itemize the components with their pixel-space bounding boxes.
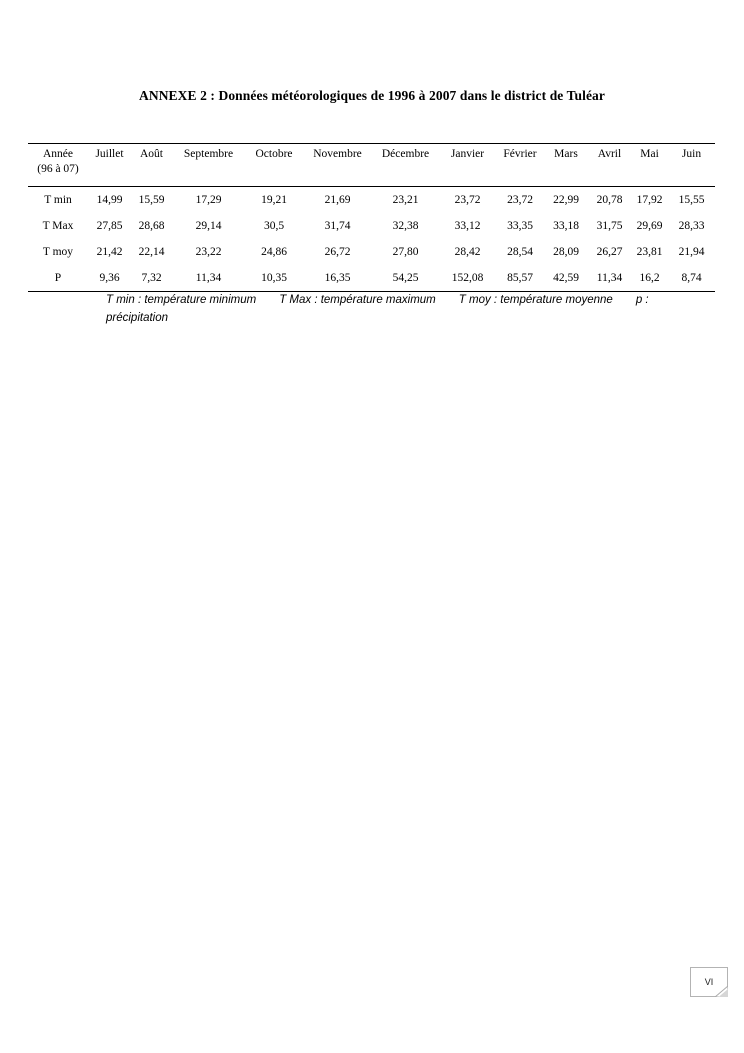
col-header-month: Mai — [631, 144, 668, 187]
col-header-month: Novembre — [303, 144, 372, 187]
table-cell: 26,27 — [596, 246, 623, 258]
table-cell: 22,99 — [553, 194, 579, 206]
table-cell: 20,78 — [596, 194, 623, 206]
table-row-tmoy — [28, 239, 715, 265]
table-cell: 28,68 — [138, 220, 165, 232]
page-title: ANNEXE 2 : Données météorologiques de 1996 à 2007 dans le district de Tuléar — [139, 88, 605, 103]
table-cell: 16,2 — [639, 272, 660, 284]
table-cell: 32,38 — [392, 220, 419, 232]
table-cell: 28,42 — [454, 246, 481, 258]
col-header-annee — [28, 144, 88, 187]
table-cell: 15,55 — [678, 194, 705, 206]
folded-corner-icon — [715, 986, 728, 997]
col-header-month: Décembre — [372, 144, 439, 187]
legend-tmin: T min : température minimum — [106, 294, 257, 306]
row-label: T Max — [42, 220, 74, 232]
table-cell: 152,08 — [451, 272, 484, 284]
table-cell: 33,35 — [507, 220, 533, 232]
table-cell: 85,57 — [507, 272, 533, 284]
table-cell: 29,14 — [195, 220, 222, 232]
col-header-annee-line1: Année — [42, 148, 73, 160]
table-cell: 22,14 — [138, 246, 165, 258]
table-cell: 23,22 — [195, 246, 222, 258]
table-cell: 23,72 — [507, 194, 533, 206]
weather-table — [28, 143, 715, 292]
table-cell: 7,32 — [141, 272, 162, 284]
table-cell: 31,74 — [324, 220, 351, 232]
table-cell: 19,21 — [261, 194, 287, 206]
table-cell: 23,81 — [636, 246, 663, 258]
table-cell: 28,54 — [507, 246, 533, 258]
legend-tmoy: T moy : température moyenne — [458, 294, 613, 306]
table-cell: 16,35 — [324, 272, 351, 284]
col-header-annee-line2: (96 à 07) — [37, 163, 79, 175]
page-number: VI — [704, 977, 714, 987]
table-cell: 17,92 — [636, 194, 663, 206]
row-label: T moy — [42, 246, 74, 258]
col-header-month: Avril — [588, 144, 631, 187]
table-cell: 33,12 — [454, 220, 481, 232]
col-header-month: Février — [496, 144, 544, 187]
col-header-month: Mars — [544, 144, 588, 187]
table-cell: 8,74 — [681, 272, 702, 284]
table-cell: 10,35 — [261, 272, 287, 284]
legend-p: p : — [635, 294, 649, 306]
table-cell: 23,72 — [454, 194, 481, 206]
row-label: P — [54, 272, 62, 284]
table-cell: 15,59 — [138, 194, 165, 206]
table-cell: 23,21 — [392, 194, 419, 206]
table-header-row — [28, 144, 715, 187]
table-cell: 24,86 — [261, 246, 287, 258]
page-number-box — [690, 967, 728, 997]
col-header-month: Septembre — [172, 144, 245, 187]
legend-precipitation: précipitation — [106, 312, 169, 324]
table-cell: 30,5 — [263, 220, 285, 232]
table-cell: 42,59 — [553, 272, 579, 284]
table-cell: 14,99 — [96, 194, 123, 206]
legend — [106, 291, 716, 327]
table-cell: 21,94 — [678, 246, 705, 258]
table-cell: 26,72 — [324, 246, 351, 258]
legend-line1 — [106, 291, 716, 309]
table-row-tmin — [28, 187, 715, 214]
table-cell: 28,33 — [678, 220, 705, 232]
table-cell: 31,75 — [596, 220, 623, 232]
table-cell: 21,42 — [96, 246, 123, 258]
col-header-month: Juin — [668, 144, 715, 187]
table-cell: 27,80 — [392, 246, 419, 258]
table-cell: 21,69 — [324, 194, 351, 206]
row-label: T min — [44, 194, 72, 206]
col-header-month: Octobre — [245, 144, 303, 187]
table-cell: 29,69 — [636, 220, 663, 232]
col-header-month: Janvier — [439, 144, 496, 187]
table-cell: 54,25 — [392, 272, 419, 284]
table-cell: 27,85 — [96, 220, 123, 232]
col-header-month: Juillet — [88, 144, 131, 187]
legend-tmax: T Max : température maximum — [279, 294, 436, 306]
table-cell: 28,09 — [553, 246, 579, 258]
table-row-tmax — [28, 213, 715, 239]
col-header-month: Août — [131, 144, 172, 187]
table-cell: 17,29 — [195, 194, 222, 206]
table-row-precipitation — [28, 265, 715, 292]
table-cell: 11,34 — [596, 272, 623, 284]
table-cell: 9,36 — [99, 272, 120, 284]
table-cell: 11,34 — [195, 272, 222, 284]
table-cell: 33,18 — [553, 220, 579, 232]
